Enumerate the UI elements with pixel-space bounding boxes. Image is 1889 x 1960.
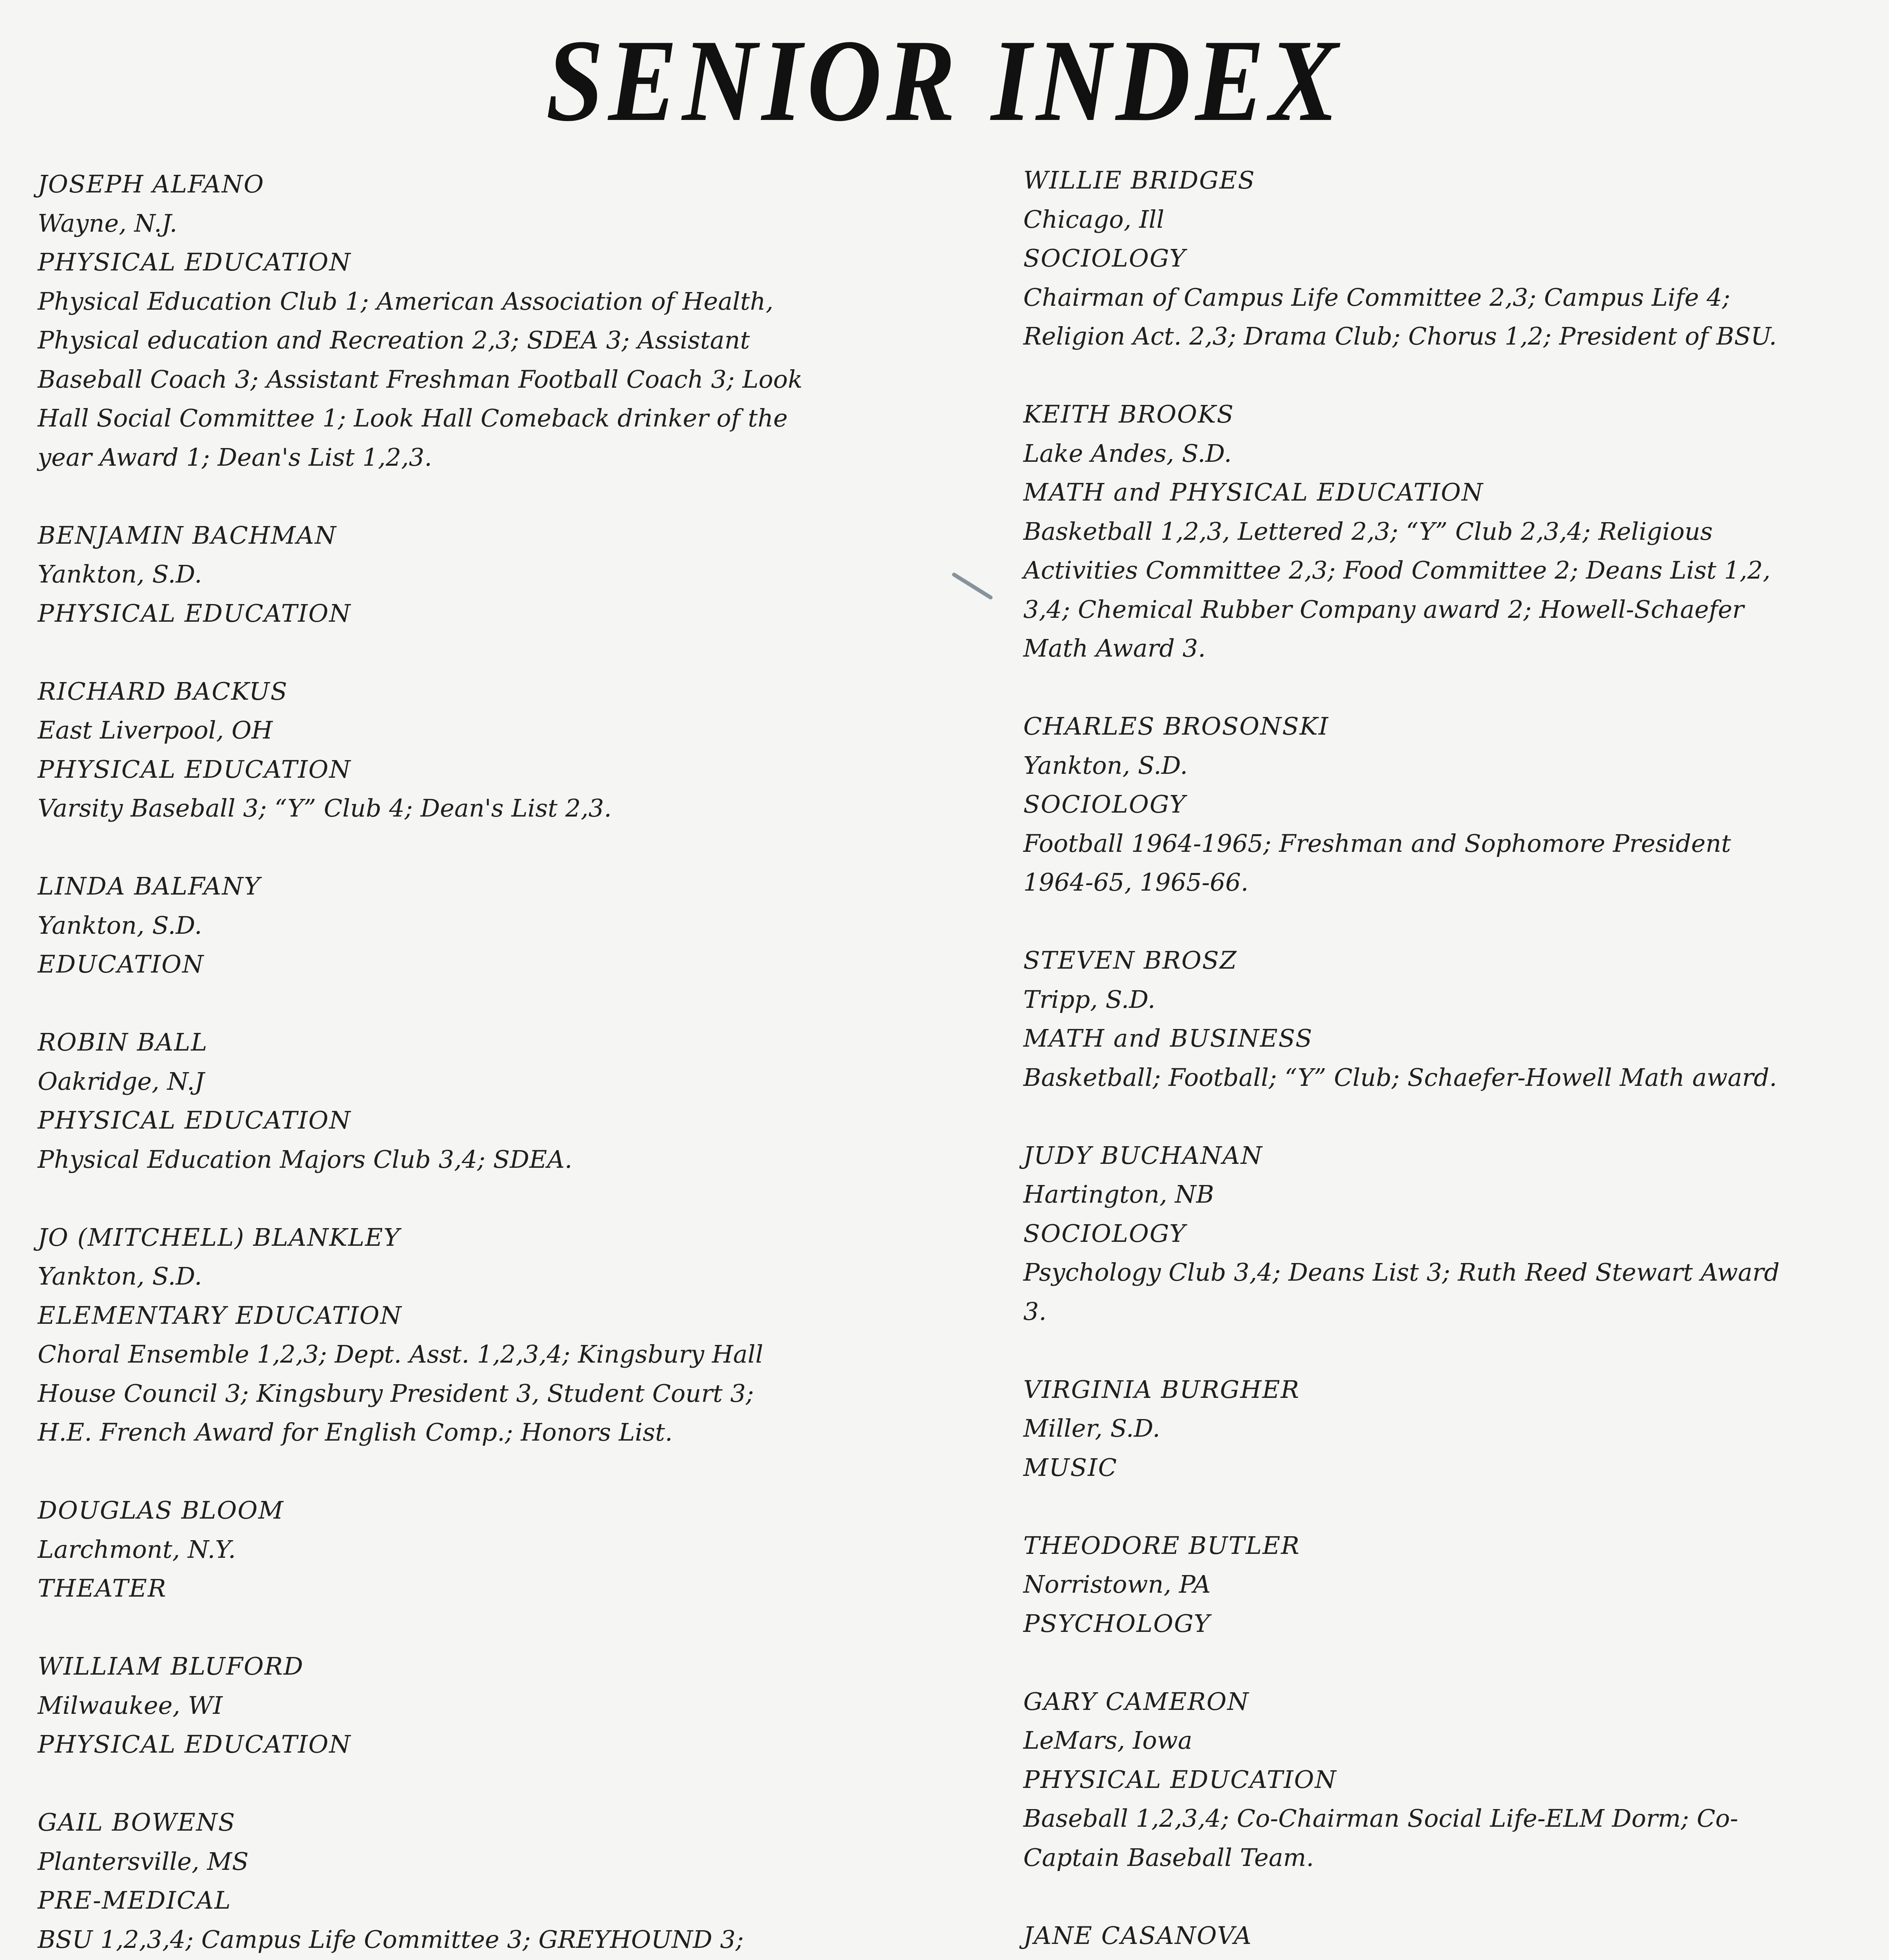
senior-activities-line: Football 1964-1965; Freshman and Sophomore President [1023,829,1731,858]
senior-hometown: Tripp, S.D. [1023,985,1155,1014]
senior-name: JUDY BUCHANAN [1023,1141,1263,1170]
senior-activities-line: 3,4; Chemical Rubber Company award 2; Howell-Schaefer [1023,595,1744,624]
senior-major: PSYCHOLOGY [1023,1609,1211,1638]
senior-entry [38,165,865,477]
senior-activities-line: Basketball 1,2,3, Lettered 2,3; “Y” Club 2,3,4; Religious [1023,517,1713,546]
senior-major: SOCIOLOGY [1023,244,1186,272]
senior-hometown: Lake Andes, S.D. [1023,439,1232,468]
senior-name: GARY CAMERON [1023,1687,1250,1716]
senior-activities-line: BSU 1,2,3,4; Campus Life Committee 3; GREYHOUND 3; [38,1925,744,1954]
senior-entry [38,1218,865,1452]
senior-entry [38,1023,865,1179]
pen-mark [951,572,993,600]
senior-major: SOCIOLOGY [1023,790,1186,818]
senior-activities-line: Physical Education Club 1; American Association of Health, [38,287,774,316]
senior-hometown: Yankton, S.D. [1023,751,1188,780]
senior-entry [38,1491,865,1608]
senior-name: JO (MITCHELL) BLANKLEY [38,1223,401,1252]
senior-name: WILLIE BRIDGES [1023,166,1255,194]
senior-hometown [1023,1955,1851,1960]
senior-major: PHYSICAL EDUCATION [38,248,351,276]
senior-major: MUSIC [1023,1453,1118,1482]
senior-activities-line: Hall Social Committee 1; Look Hall Comeback drinker of the [38,404,788,432]
senior-activities-line: Math Award 3. [1023,634,1206,662]
senior-entry [1023,395,1851,668]
senior-major: MATH and BUSINESS [1023,1024,1313,1053]
senior-hometown: Chicago, Ill [1023,205,1164,234]
senior-activities-line: Physical education and Recreation 2,3; SDEA 3; Assistant [38,326,750,354]
senior-name: THEODORE BUTLER [1023,1531,1300,1560]
right-column [1023,161,1851,1960]
senior-name: BENJAMIN BACHMAN [38,521,337,550]
senior-major: MATH and PHYSICAL EDUCATION [1023,478,1484,506]
senior-major: PHYSICAL EDUCATION [38,1730,351,1759]
senior-name: STEVEN BROSZ [1023,946,1237,975]
senior-name: DOUGLAS BLOOM [38,1496,284,1524]
senior-activities-line: Activities Committee 2,3; Food Committee 2; Deans List 1,2, [1023,556,1771,584]
page-title: SENIOR INDEX [546,15,1343,145]
senior-hometown: Yankton, S.D. [38,1262,202,1290]
senior-activities-line: 1964-65, 1965-66. [1023,868,1249,897]
senior-entry [38,867,865,984]
senior-activities-line: Chairman of Campus Life Committee 2,3; Campus Life 4; [1023,283,1731,312]
senior-name: VIRGINIA BURGHER [1023,1375,1300,1404]
senior-entry [1023,1916,1851,1960]
senior-hometown: Yankton, S.D. [38,911,202,940]
senior-activities-line: Varsity Baseball 3; “Y” Club 4; Dean's List 2,3. [38,794,612,822]
senior-major: PRE-MEDICAL [38,1886,232,1915]
senior-activities-line: H.E. French Award for English Comp.; Honors List. [38,1418,673,1446]
senior-name: LINDA BALFANY [38,872,261,900]
senior-name: ROBIN BALL [38,1028,208,1056]
senior-entry [38,1647,865,1764]
senior-activities-line: Religion Act. 2,3; Drama Club; Chorus 1,2; President of BSU. [1023,322,1777,350]
senior-major: SOCIOLOGY [1023,1219,1186,1248]
senior-activities-line: Choral Ensemble 1,2,3; Dept. Asst. 1,2,3,4; Kingsbury Hall [38,1340,763,1368]
senior-name: WILLIAM BLUFORD [38,1652,304,1681]
senior-hometown: Yankton, S.D. [38,560,202,588]
senior-major: EDUCATION [38,950,204,978]
senior-activities-line: Captain Baseball Team. [1023,1843,1314,1872]
senior-entry [1023,1526,1851,1643]
senior-entry [1023,1682,1851,1877]
senior-hometown: Hartington, NB [1023,1180,1214,1209]
senior-name: GAIL BOWENS [38,1808,236,1837]
senior-name: JANE CASANOVA [1023,1921,1252,1950]
senior-activities-line: Psychology Club 3,4; Deans List 3; Ruth Reed Stewart Award [1023,1258,1780,1287]
senior-major: PHYSICAL EDUCATION [38,1106,351,1134]
senior-name: CHARLES BROSONSKI [1023,712,1329,740]
senior-entry [1023,161,1851,356]
senior-entry [1023,1136,1851,1331]
senior-activities-line: Baseball 1,2,3,4; Co-Chairman Social Life-ELM Dorm; Co- [1023,1804,1738,1833]
senior-activities-line: House Council 3; Kingsbury President 3, Student Court 3; [38,1379,754,1408]
senior-hometown: Miller, S.D. [1023,1414,1161,1443]
senior-entry [1023,707,1851,902]
senior-entry [1023,941,1851,1097]
senior-activities-line: Basketball; Football; “Y” Club; Schaefer-Howell Math award. [1023,1063,1777,1092]
senior-major: PHYSICAL EDUCATION [1023,1765,1337,1794]
senior-hometown: LeMars, Iowa [1023,1726,1193,1755]
left-column [38,165,865,1960]
senior-hometown: Wayne, N.J. [38,209,178,238]
senior-major: ELEMENTARY EDUCATION [38,1301,402,1330]
senior-hometown: Norristown, PA [1023,1570,1211,1599]
senior-hometown: Plantersville, MS [38,1847,249,1876]
senior-activities-line: year Award 1; Dean's List 1,2,3. [38,443,432,472]
senior-hometown: East Liverpool, OH [38,716,273,744]
senior-major: PHYSICAL EDUCATION [38,599,351,628]
senior-major: PHYSICAL EDUCATION [38,755,351,784]
senior-hometown: Milwaukee, WI [38,1691,223,1720]
senior-activities-line: 3. [1023,1297,1047,1326]
senior-activities-line: Physical Education Majors Club 3,4; SDEA. [38,1145,572,1174]
senior-major: THEATER [38,1574,167,1602]
senior-name: KEITH BROOKS [1023,400,1234,428]
senior-entry [38,1803,865,1960]
senior-entry [38,672,865,828]
senior-activities-line: Baseball Coach 3; Assistant Freshman Football Coach 3; Look [38,365,803,394]
senior-hometown: Larchmont, N.Y. [38,1535,236,1564]
senior-hometown: Oakridge, N.J [38,1067,205,1096]
senior-name: RICHARD BACKUS [38,677,288,706]
senior-entry [38,516,865,633]
senior-entry [1023,1370,1851,1487]
senior-name: JOSEPH ALFANO [38,170,265,198]
